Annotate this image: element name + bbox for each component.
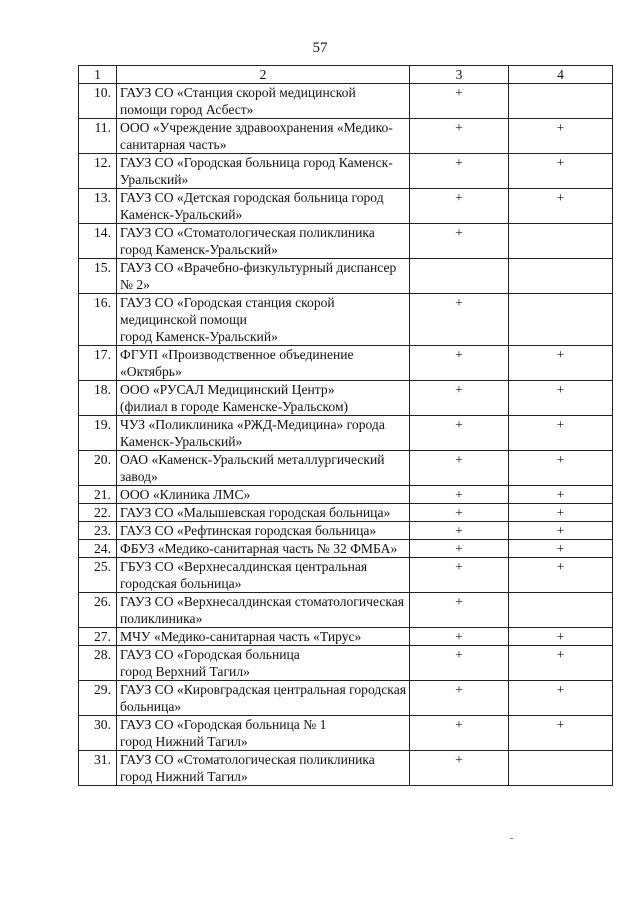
column-3-mark: + bbox=[410, 628, 509, 646]
table-row bbox=[79, 451, 613, 486]
organization-name: ГАУЗ СО «Городская больница город Верхний Тагил» bbox=[117, 646, 410, 681]
organization-name: ГАУЗ СО «Кировградская центральная городская больница» bbox=[117, 681, 410, 716]
column-3-mark: + bbox=[410, 504, 509, 522]
column-3-mark: + bbox=[410, 84, 509, 119]
table-row bbox=[79, 381, 613, 416]
organization-name: ГАУЗ СО «Верхнесалдинская стоматологическая поликлиника» bbox=[117, 593, 410, 628]
row-number: 19. bbox=[79, 416, 117, 451]
table-row bbox=[79, 224, 613, 259]
column-3-mark: + bbox=[410, 189, 509, 224]
column-3-mark: + bbox=[410, 119, 509, 154]
organization-name: ГАУЗ СО «Стоматологическая поликлиника город Каменск-Уральский» bbox=[117, 224, 410, 259]
table-row bbox=[79, 522, 613, 540]
table-row bbox=[79, 681, 613, 716]
column-4-mark: + bbox=[509, 522, 613, 540]
organization-name: ГАУЗ СО «Станция скорой медицинской помощи город Асбест» bbox=[117, 84, 410, 119]
column-4-mark: + bbox=[509, 628, 613, 646]
organization-name: ЧУЗ «Поликлиника «РЖД-Медицина» города Каменск-Уральский» bbox=[117, 416, 410, 451]
organization-name: ГАУЗ СО «Малышевская городская больница» bbox=[117, 504, 410, 522]
column-3-mark: + bbox=[410, 522, 509, 540]
table-row bbox=[79, 346, 613, 381]
column-4-mark bbox=[509, 751, 613, 786]
organization-name: ООО «РУСАЛ Медицинский Центр» (филиал в городе Каменске-Уральском) bbox=[117, 381, 410, 416]
row-number: 14. bbox=[79, 224, 117, 259]
row-number: 17. bbox=[79, 346, 117, 381]
organization-name: ФБУЗ «Медико-санитарная часть № 32 ФМБА» bbox=[117, 540, 410, 558]
organization-name: ФГУП «Производственное объединение «Октябрь» bbox=[117, 346, 410, 381]
organization-name: ГБУЗ СО «Верхнесалдинская центральная городская больница» bbox=[117, 558, 410, 593]
column-3-mark: + bbox=[410, 346, 509, 381]
column-3-mark: + bbox=[410, 451, 509, 486]
header-col-4: 4 bbox=[509, 66, 613, 84]
organization-name: ГАУЗ СО «Детская городская больница город Каменск-Уральский» bbox=[117, 189, 410, 224]
column-4-mark: + bbox=[509, 540, 613, 558]
row-number: 15. bbox=[79, 259, 117, 294]
column-3-mark: + bbox=[410, 716, 509, 751]
column-4-mark: + bbox=[509, 681, 613, 716]
row-number: 21. bbox=[79, 486, 117, 504]
table-row bbox=[79, 628, 613, 646]
table-row bbox=[79, 416, 613, 451]
column-4-mark bbox=[509, 593, 613, 628]
column-3-mark: + bbox=[410, 751, 509, 786]
organization-name: ГАУЗ СО «Стоматологическая поликлиника город Нижний Тагил» bbox=[117, 751, 410, 786]
row-number: 29. bbox=[79, 681, 117, 716]
column-3-mark: + bbox=[410, 646, 509, 681]
row-number: 10. bbox=[79, 84, 117, 119]
column-3-mark bbox=[410, 259, 509, 294]
column-4-mark: + bbox=[509, 189, 613, 224]
organization-name: ООО «Учреждение здравоохранения «Медико-санитарная часть» bbox=[117, 119, 410, 154]
table-row bbox=[79, 646, 613, 681]
row-number: 20. bbox=[79, 451, 117, 486]
column-3-mark: + bbox=[410, 416, 509, 451]
organization-name: МЧУ «Медико-санитарная часть «Тирус» bbox=[117, 628, 410, 646]
organization-name: ОАО «Каменск-Уральский металлургический завод» bbox=[117, 451, 410, 486]
column-4-mark bbox=[509, 224, 613, 259]
column-3-mark: + bbox=[410, 486, 509, 504]
table-row bbox=[79, 119, 613, 154]
row-number: 18. bbox=[79, 381, 117, 416]
header-col-2: 2 bbox=[117, 66, 410, 84]
column-3-mark: + bbox=[410, 593, 509, 628]
organizations-table bbox=[78, 65, 613, 786]
row-number: 25. bbox=[79, 558, 117, 593]
organization-name: ГАУЗ СО «Городская станция скорой медицинской помощи город Каменск-Уральский» bbox=[117, 294, 410, 346]
row-number: 28. bbox=[79, 646, 117, 681]
column-4-mark: + bbox=[509, 381, 613, 416]
table-row bbox=[79, 716, 613, 751]
organization-name: ГАУЗ СО «Врачебно-физкультурный диспансер № 2» bbox=[117, 259, 410, 294]
table-row bbox=[79, 540, 613, 558]
row-number: 27. bbox=[79, 628, 117, 646]
table-row bbox=[79, 486, 613, 504]
table-row bbox=[79, 751, 613, 786]
table-row bbox=[79, 558, 613, 593]
row-number: 11. bbox=[79, 119, 117, 154]
column-3-mark: + bbox=[410, 540, 509, 558]
column-3-mark: + bbox=[410, 154, 509, 189]
table-row bbox=[79, 189, 613, 224]
column-4-mark bbox=[509, 294, 613, 346]
row-number: 30. bbox=[79, 716, 117, 751]
table-row bbox=[79, 593, 613, 628]
row-number: 23. bbox=[79, 522, 117, 540]
column-4-mark: + bbox=[509, 646, 613, 681]
page-number: 57 bbox=[312, 40, 328, 56]
column-3-mark: + bbox=[410, 224, 509, 259]
row-number: 12. bbox=[79, 154, 117, 189]
column-4-mark: + bbox=[509, 716, 613, 751]
table-row bbox=[79, 504, 613, 522]
column-4-mark: + bbox=[509, 346, 613, 381]
table-row bbox=[79, 84, 613, 119]
header-col-3: 3 bbox=[410, 66, 509, 84]
header-col-1: 1 bbox=[79, 66, 117, 84]
column-4-mark: + bbox=[509, 154, 613, 189]
row-number: 13. bbox=[79, 189, 117, 224]
column-3-mark: + bbox=[410, 381, 509, 416]
row-number: 24. bbox=[79, 540, 117, 558]
column-4-mark: + bbox=[509, 558, 613, 593]
scan-artifact bbox=[510, 838, 513, 839]
column-4-mark bbox=[509, 84, 613, 119]
column-4-mark: + bbox=[509, 486, 613, 504]
organization-name: ГАУЗ СО «Городская больница № 1 город Нижний Тагил» bbox=[117, 716, 410, 751]
row-number: 16. bbox=[79, 294, 117, 346]
table-row bbox=[79, 259, 613, 294]
column-3-mark: + bbox=[410, 681, 509, 716]
column-4-mark: + bbox=[509, 416, 613, 451]
row-number: 26. bbox=[79, 593, 117, 628]
table-row bbox=[79, 294, 613, 346]
column-4-mark bbox=[509, 259, 613, 294]
table-row bbox=[79, 154, 613, 189]
organization-name: ГАУЗ СО «Городская больница город Каменск-Уральский» bbox=[117, 154, 410, 189]
column-4-mark: + bbox=[509, 451, 613, 486]
column-3-mark: + bbox=[410, 294, 509, 346]
column-3-mark: + bbox=[410, 558, 509, 593]
organization-name: ГАУЗ СО «Рефтинская городская больница» bbox=[117, 522, 410, 540]
row-number: 31. bbox=[79, 751, 117, 786]
organization-name: ООО «Клиника ЛМС» bbox=[117, 486, 410, 504]
column-4-mark: + bbox=[509, 119, 613, 154]
row-number: 22. bbox=[79, 504, 117, 522]
table-header-row bbox=[79, 66, 613, 84]
column-4-mark: + bbox=[509, 504, 613, 522]
